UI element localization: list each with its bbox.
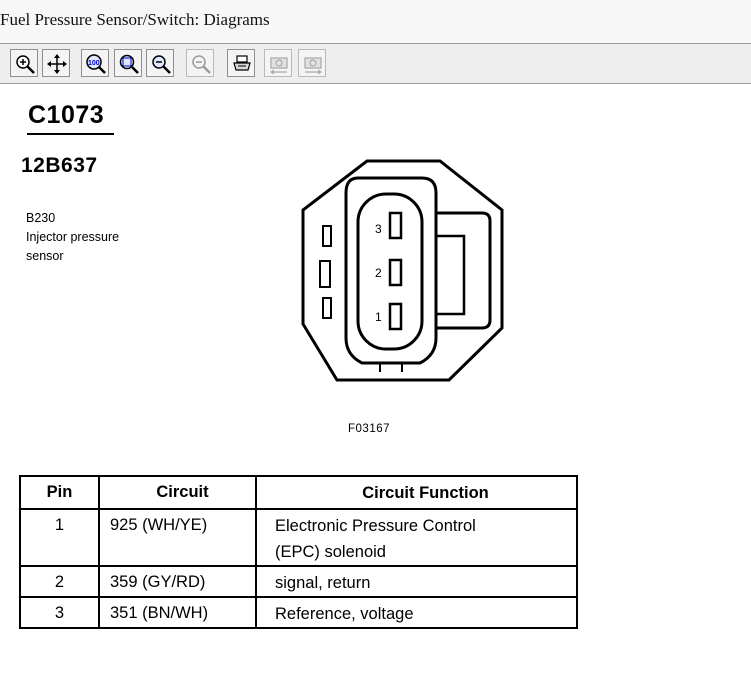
figure-code: F03167 [348, 423, 391, 435]
zoom-in-icon [14, 53, 36, 75]
connector-part-number: 12B637 [21, 154, 98, 177]
connector-id-underline [27, 133, 114, 135]
housing-slot [323, 226, 331, 246]
function-line: (EPC) solenoid [275, 543, 386, 561]
printer-icon [231, 53, 253, 75]
pin-cell: 1 [20, 509, 99, 566]
column-header-circuit-function: Circuit Function [256, 476, 577, 509]
function-cell [256, 509, 577, 566]
pin-label-1: 1 [375, 310, 382, 324]
function-cell [256, 566, 577, 597]
connector-id: C1073 [28, 101, 105, 129]
zoom-in-button[interactable] [10, 49, 38, 77]
previous-image-button[interactable] [264, 49, 292, 77]
zoom-fit-button[interactable] [114, 49, 142, 77]
diagram-toolbar [0, 44, 751, 84]
pin-terminal-2 [390, 260, 401, 285]
function-line: Electronic Pressure Control [275, 517, 476, 535]
pin-terminal-1 [390, 304, 401, 329]
column-header-pin: Pin [20, 476, 99, 509]
pin-cell: 3 [20, 597, 99, 628]
zoom-100-percent-icon [85, 53, 107, 75]
svg-text:100: 100 [88, 60, 100, 67]
pin-function-table [19, 475, 578, 629]
pan-arrows-icon [46, 53, 68, 75]
circuit-cell: 359 (GY/RD) [99, 566, 256, 597]
next-image-button[interactable] [298, 49, 326, 77]
window-title: Fuel Pressure Sensor/Switch: Diagrams [0, 10, 270, 29]
connector-description [26, 209, 119, 266]
circuit-cell: 351 (BN/WH) [99, 597, 256, 628]
table-row [20, 597, 577, 628]
window-title-bar [0, 0, 751, 44]
description-line: sensor [26, 249, 64, 263]
function-line: Reference, voltage [275, 605, 414, 623]
pin-terminal-3 [390, 213, 401, 238]
camera-back-icon [268, 53, 290, 75]
table-row [20, 509, 577, 566]
housing-slot [320, 261, 330, 287]
camera-forward-icon [302, 53, 324, 75]
connector-diagram [300, 158, 506, 384]
pin-cell: 2 [20, 566, 99, 597]
table-header-row [20, 476, 577, 509]
zoom-reset-button[interactable] [186, 49, 214, 77]
print-button[interactable] [227, 49, 255, 77]
zoom-out-icon [150, 53, 172, 75]
table-row [20, 566, 577, 597]
pin-label-2: 2 [375, 266, 382, 280]
zoom-out-button[interactable] [146, 49, 174, 77]
zoom-fit-icon [118, 53, 140, 75]
zoom-reset-icon [190, 53, 212, 75]
column-header-circuit: Circuit [99, 476, 256, 509]
function-cell [256, 597, 577, 628]
function-line: signal, return [275, 574, 371, 592]
latch-inner [436, 236, 464, 314]
zoom-100-button[interactable] [81, 49, 109, 77]
circuit-cell: 925 (WH/YE) [99, 509, 256, 566]
pin-label-3: 3 [375, 222, 382, 236]
pan-button[interactable] [42, 49, 70, 77]
description-line: B230 [26, 211, 56, 225]
description-line: Injector pressure [26, 230, 120, 244]
housing-slot [323, 298, 331, 318]
